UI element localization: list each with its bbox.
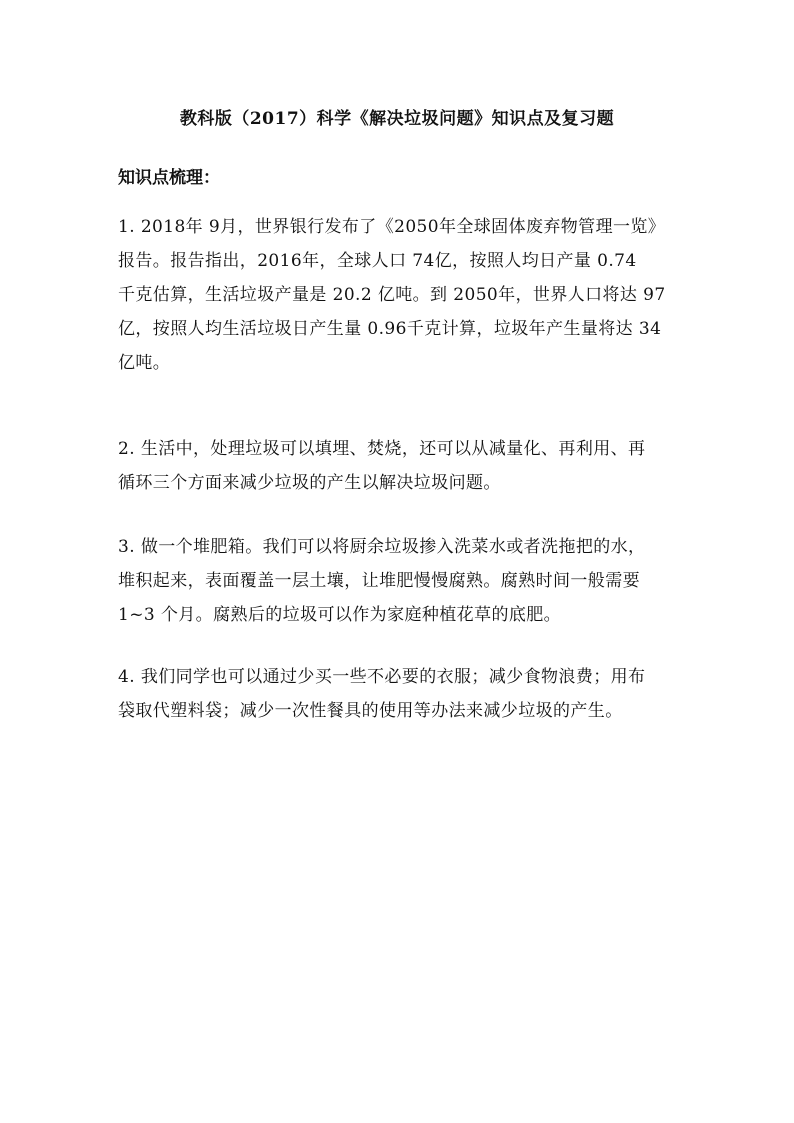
document-title: 教科版（2017）科学《解决垃圾问题》知识点及复习题 — [179, 109, 615, 129]
paragraph-line: 袋取代塑料袋；减少一次性餐具的使用等办法来减少垃圾的产生。 — [118, 701, 623, 721]
paragraph-line: 3. 做一个堆肥箱。我们可以将厨余垃圾掺入洗菜水或者洗拖把的水， — [118, 537, 646, 557]
paragraph-line: 报告。报告指出，2016年，全球人口 74亿，按照人均日产量 0.74 — [118, 251, 637, 271]
paragraph-1 — [118, 210, 698, 380]
paragraph-line: 1. 2018年 9月，世界银行发布了《2050年全球固体废弃物管理一览》 — [118, 217, 666, 237]
paragraph-line: 亿，按照人均生活垃圾日产生量 0.96千克计算，垃圾年产生量将达 34 — [118, 319, 662, 339]
paragraph-line: 堆积起来，表面覆盖一层土壤，让堆肥慢慢腐熟。腐熟时间一般需要 — [118, 571, 640, 591]
paragraph-line: 亿吨。 — [118, 353, 171, 373]
paragraph-2 — [118, 432, 698, 500]
paragraph-line: 1~3 个月。腐熟后的垃圾可以作为家庭种植花草的底肥。 — [118, 605, 562, 625]
paragraph-4 — [118, 660, 698, 728]
paragraph-line: 2. 生活中，处理垃圾可以填埋、焚烧，还可以从减量化、再利用、再 — [118, 439, 646, 459]
paragraph-line: 4. 我们同学也可以通过少买一些不必要的衣服；减少食物浪费；用布 — [118, 667, 646, 687]
paragraph-3 — [118, 530, 698, 632]
section-heading: 知识点梳理： — [118, 168, 220, 188]
paragraph-line: 循环三个方面来减少垃圾的产生以解决垃圾问题。 — [118, 473, 501, 493]
paragraph-line: 千克估算，生活垃圾产量是 20.2 亿吨。到 2050年，世界人口将达 97 — [118, 285, 666, 305]
